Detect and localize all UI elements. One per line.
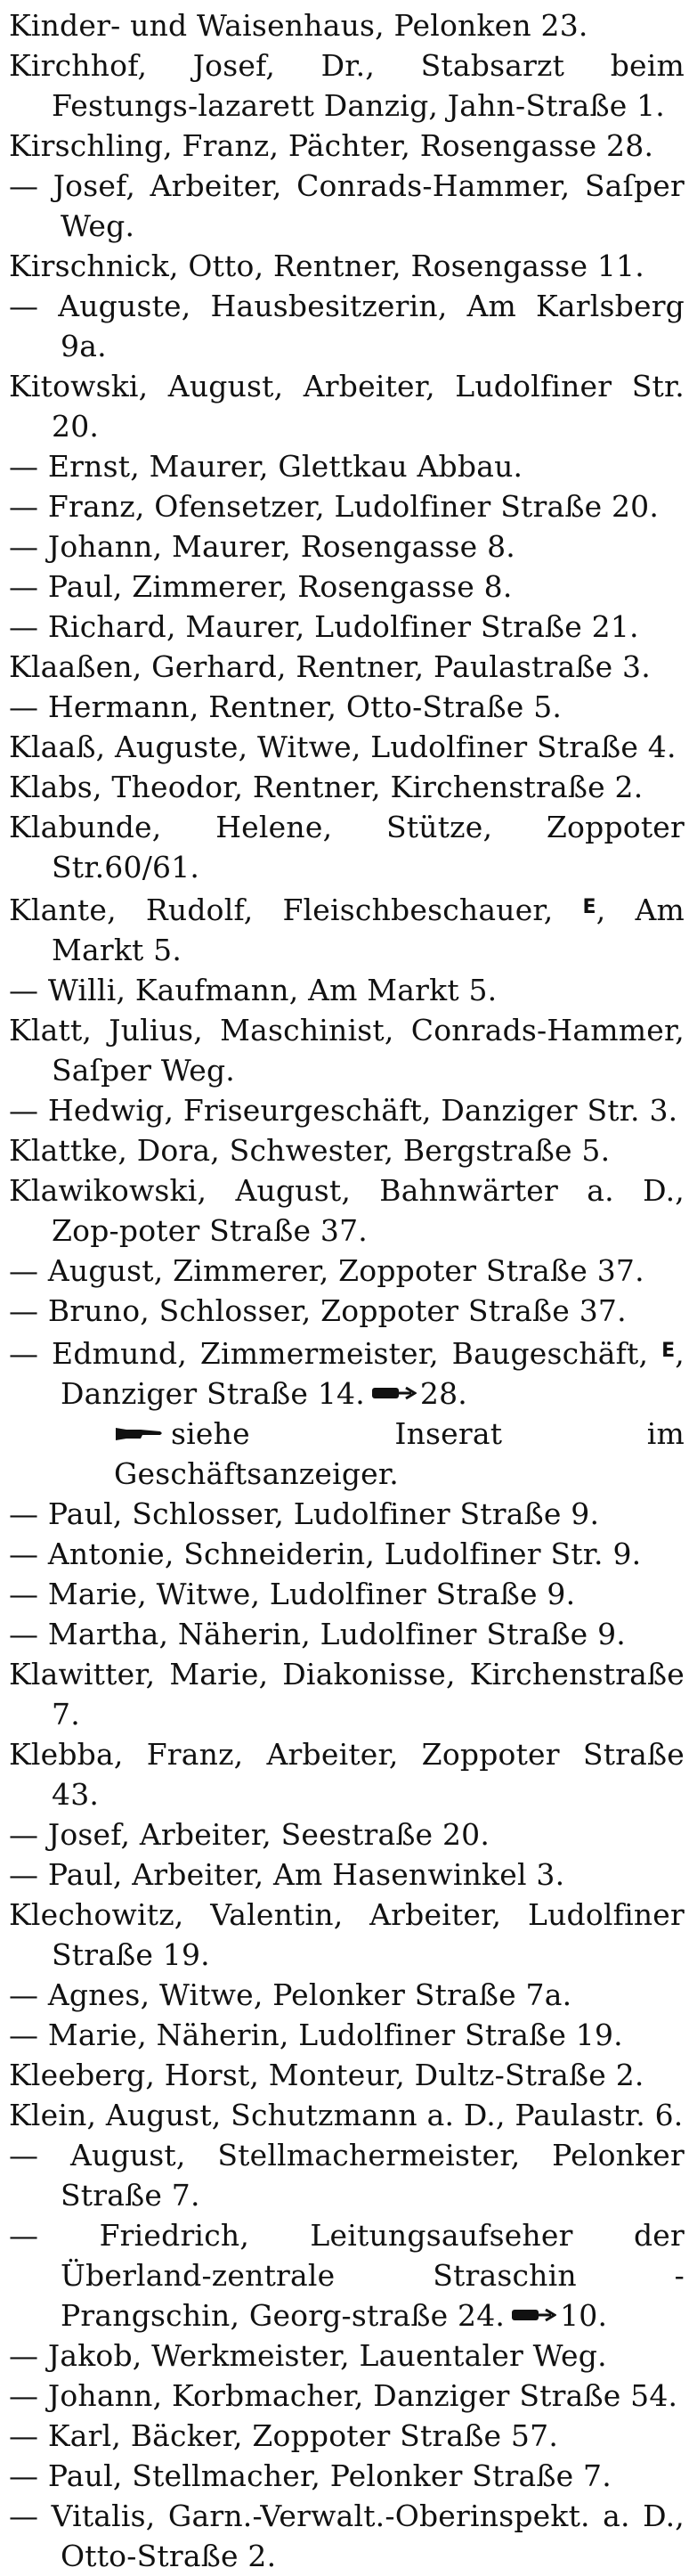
telephone-icon xyxy=(370,1383,417,1403)
directory-entry xyxy=(9,2095,685,2135)
entry-text: — Karl, Bäcker, Zoppoter Straße 57. xyxy=(9,2418,559,2453)
directory-entry xyxy=(9,166,685,246)
entry-text: — Edmund, Zimmermeister, Baugeschäft, xyxy=(9,1336,649,1371)
entry-text: Klawikowski, August, Bahnwärter a. D., Zop-poter Straße 37. xyxy=(9,1173,685,1248)
telephone-icon xyxy=(510,2305,556,2325)
entry-text: Klein, August, Schutzmann a. D., Paulastr. 6. xyxy=(9,2098,684,2132)
directory-entry xyxy=(9,126,685,166)
entry-text: Klebba, Franz, Arbeiter, Zoppoter Straße 43. xyxy=(9,1737,685,1812)
telephone-number: 28. xyxy=(419,1376,467,1411)
directory-entry xyxy=(9,727,685,767)
directory-entry xyxy=(9,2416,685,2456)
entry-text: — Paul, Stellmacher, Pelonker Straße 7. xyxy=(9,2458,612,2493)
entry-text: — August, Zimmerer, Zoppoter Straße 37. xyxy=(9,1253,644,1288)
directory-entry xyxy=(9,807,685,887)
entry-text: Kinder- und Waisenhaus, Pelonken 23. xyxy=(9,8,588,43)
directory-entry xyxy=(9,687,685,727)
entry-text: — Paul, Arbeiter, Am Hasenwinkel 3. xyxy=(9,1857,565,1892)
directory-entry xyxy=(9,1855,685,1895)
entry-text: Klabunde, Helene, Stütze, Zoppoter Str.60/61. xyxy=(9,810,685,884)
directory-entry xyxy=(9,246,685,286)
entry-text-continued: , Danziger Straße 14. xyxy=(61,1336,685,1411)
directory-entry xyxy=(9,2336,685,2376)
entry-text: — Paul, Zimmerer, Rosengasse 8. xyxy=(9,569,513,604)
directory-entry xyxy=(9,286,685,366)
directory-entry xyxy=(9,567,685,607)
entry-text: — Johann, Korbmacher, Danziger Straße 54. xyxy=(9,2378,678,2413)
directory-entry xyxy=(9,767,685,807)
directory-entry xyxy=(9,1614,685,1654)
entry-text: — Friedrich, Leitungsaufseher der Überland-zentrale Straschin - Prangschin, Georg-straße 24. xyxy=(9,2218,685,2333)
entry-text: Klechowitz, Valentin, Arbeiter, Ludolfiner Straße 19. xyxy=(9,1897,685,1972)
directory-entry xyxy=(9,2055,685,2095)
entry-text: Klante, Rudolf, Fleischbeschauer, xyxy=(9,893,554,927)
directory-entry xyxy=(9,1010,685,1090)
directory-entry xyxy=(9,2135,685,2215)
directory-entry xyxy=(9,446,685,486)
directory-entry xyxy=(9,1975,685,2015)
entry-text: — Marie, Näherin, Ludolfiner Straße 19. xyxy=(9,2018,623,2052)
directory-entry xyxy=(9,647,685,687)
directory-entries xyxy=(9,5,685,2576)
entry-text: — Martha, Näherin, Ludolfiner Straße 9. xyxy=(9,1617,626,1651)
entry-text: Klatt, Julius, Maschinist, Conrads-Hammer, Saſper Weg. xyxy=(9,1013,685,1088)
directory-entry xyxy=(9,1574,685,1614)
entry-text: — Hermann, Rentner, Otto-Straße 5. xyxy=(9,689,563,724)
directory-entry xyxy=(9,2015,685,2055)
entry-text-continued: , Am Markt 5. xyxy=(52,893,685,967)
directory-entry xyxy=(9,526,685,567)
directory-entry xyxy=(9,1251,685,1291)
entry-text: Klattke, Dora, Schwester, Bergstraße 5. xyxy=(9,1133,611,1168)
advertisement-note xyxy=(9,1414,685,1494)
directory-entry xyxy=(9,607,685,647)
entry-text: Klabs, Theodor, Rentner, Kirchenstraße 2. xyxy=(9,770,644,804)
directory-entry xyxy=(9,887,685,970)
registration-mark: E xyxy=(661,1340,676,1362)
directory-entry xyxy=(9,486,685,526)
directory-entry xyxy=(9,1130,685,1170)
entry-text: — Hedwig, Friseurgeschäft, Danziger Str. 3. xyxy=(9,1093,678,1128)
entry-text: Kleeberg, Horst, Monteur, Dultz-Straße 2. xyxy=(9,2058,644,2092)
entry-text: — Richard, Maurer, Ludolfiner Straße 21. xyxy=(9,609,639,644)
entry-text: — Josef, Arbeiter, Conrads-Hammer, Saſper Weg. xyxy=(9,168,685,243)
entry-text: — Ernst, Maurer, Glettkau Abbau. xyxy=(9,449,523,484)
entry-text: — Marie, Witwe, Ludolfiner Straße 9. xyxy=(9,1577,576,1611)
pointing-hand-icon xyxy=(114,1423,164,1444)
note-text: siehe Inserat im Geschäftsanzeiger. xyxy=(114,1416,685,1491)
directory-entry xyxy=(9,45,685,126)
entry-text: — Bruno, Schlosser, Zoppoter Straße 37. xyxy=(9,1293,627,1328)
directory-entry xyxy=(9,2456,685,2496)
registration-mark: E xyxy=(582,896,596,918)
entry-text: Kirschnick, Otto, Rentner, Rosengasse 11. xyxy=(9,249,644,283)
entry-text: — Agnes, Witwe, Pelonker Straße 7a. xyxy=(9,1977,572,2012)
entry-text: Klaaßen, Gerhard, Rentner, Paulastraße 3. xyxy=(9,649,651,684)
entry-text: Klaaß, Auguste, Witwe, Ludolfiner Straße 4. xyxy=(9,730,677,764)
entry-text: Kirschling, Franz, Pächter, Rosengasse 28. xyxy=(9,128,654,163)
entry-text: Klawitter, Marie, Diakonisse, Kirchenstraße 7. xyxy=(9,1657,685,1732)
entry-text: Kirchhof, Josef, Dr., Stabsarzt beim Festungs-lazarett Danzig, Jahn-Straße 1. xyxy=(9,48,685,123)
entry-text: — Vitalis, Garn.-Verwalt.-Oberinspekt. a. D., Otto-Straße 2. xyxy=(9,2499,685,2573)
directory-entry xyxy=(9,970,685,1010)
entry-text: — Antonie, Schneiderin, Ludolfiner Str. 9. xyxy=(9,1537,642,1571)
directory-entry xyxy=(9,5,685,45)
entry-text: — Johann, Maurer, Rosengasse 8. xyxy=(9,529,515,564)
entry-text: — August, Stellmachermeister, Pelonker Straße 7. xyxy=(9,2138,685,2213)
entry-text: — Willi, Kaufmann, Am Markt 5. xyxy=(9,973,498,1007)
directory-entry xyxy=(9,1654,685,1734)
directory-entry xyxy=(9,1895,685,1975)
directory-entry xyxy=(9,2496,685,2576)
directory-entry xyxy=(9,1534,685,1574)
directory-entry xyxy=(9,2215,685,2336)
directory-entry xyxy=(9,1090,685,1130)
telephone-number: 10. xyxy=(560,2298,608,2333)
directory-entry xyxy=(9,1331,685,1414)
entry-text: — Franz, Ofensetzer, Ludolfiner Straße 20. xyxy=(9,489,660,524)
directory-entry xyxy=(9,1494,685,1534)
directory-entry xyxy=(9,366,685,446)
entry-text: — Jakob, Werkmeister, Lauentaler Weg. xyxy=(9,2338,607,2373)
entry-text: — Paul, Schlosser, Ludolfiner Straße 9. xyxy=(9,1496,600,1531)
entry-text: — Josef, Arbeiter, Seestraße 20. xyxy=(9,1817,490,1852)
directory-entry xyxy=(9,1170,685,1251)
directory-entry xyxy=(9,1734,685,1814)
entry-text: — Auguste, Hausbesitzerin, Am Karlsberg 9a. xyxy=(9,289,685,363)
directory-entry xyxy=(9,2376,685,2416)
directory-entry xyxy=(9,1814,685,1855)
entry-text: Kitowski, August, Arbeiter, Ludolfiner Str. 20. xyxy=(9,369,685,444)
directory-entry xyxy=(9,1291,685,1331)
